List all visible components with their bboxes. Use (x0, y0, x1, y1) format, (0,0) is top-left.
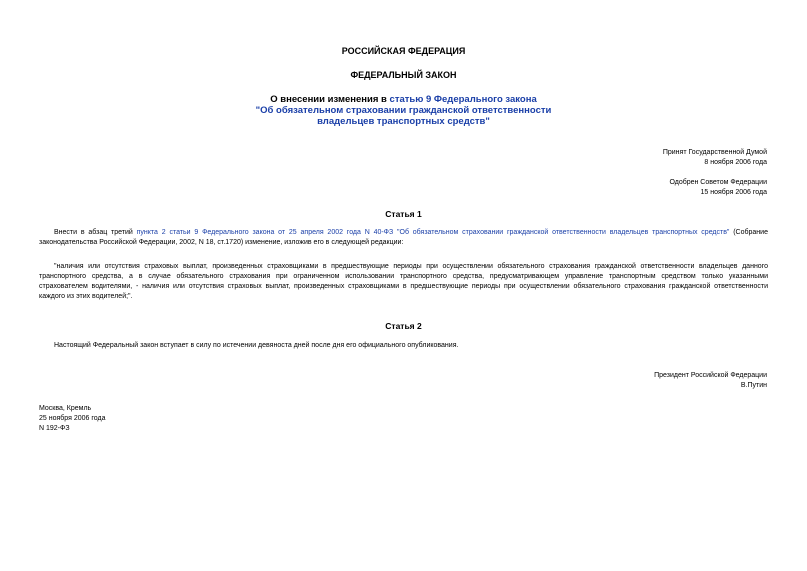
place-location: Москва, Кремль (39, 405, 92, 412)
quote-line-3: страхователем водителями, - наличия или отсутствия страховых выплат, произведенных страховщиками в предшествующие периоды при осуществлении обязательного страхования гражданской ответственности (39, 283, 768, 290)
signature-block (467, 371, 767, 391)
country-heading: РОССИЙСКАЯ ФЕДЕРАЦИЯ (341, 46, 466, 56)
duma-adoption (467, 148, 767, 168)
article-1-prefix: Внести в абзац третий (54, 229, 137, 236)
duma-date: 8 ноября 2006 года (704, 159, 767, 166)
law-number: N 192-ФЗ (39, 425, 70, 432)
law-title-line-3[interactable]: владельцев транспортных средств" (317, 116, 490, 127)
law-title-line-1 (0, 94, 807, 105)
law-title-line-2[interactable]: "Об обязательном страховании гражданской ответственности (255, 105, 552, 116)
place-date-block (39, 404, 239, 434)
article-1-line-1 (39, 228, 768, 238)
council-approval (467, 178, 767, 198)
council-date: 15 ноября 2006 года (700, 189, 767, 196)
quote-line-2: транспортного средства, а в случае обязательного страхования при ограниченном использовании транспортного средства, предусматривающем управление транспортным средством только указанными (39, 273, 768, 280)
article-1-line-2: законодательства Российской Федерации, 2002, N 18, ст.1720) изменение, изложив его в следующей редакции: (39, 239, 404, 246)
quote-line-4: каждого из этих водителей;". (39, 293, 133, 300)
quote-line-1: "наличия или отсутствия страховых выплат, произведенных страховщиками в предшествующие периоды при осуществлении обязательного страхования гражданской ответственности владельцев данного (54, 263, 768, 270)
article-1-heading: Статья 1 (385, 209, 422, 219)
article-2-heading: Статья 2 (385, 321, 422, 331)
article-1-quote (39, 262, 768, 302)
signature-name: В.Путин (740, 382, 767, 389)
law-title (0, 94, 807, 127)
article-9-link[interactable]: статью 9 Федерального закона (389, 94, 537, 105)
article-1-suffix: (Собрание (729, 229, 768, 236)
place-date: 25 ноября 2006 года (39, 415, 106, 422)
signature-position: Президент Российской Федерации (654, 372, 767, 379)
duma-label: Принят Государственной Думой (662, 149, 767, 156)
article-2-text: Настоящий Федеральный закон вступает в силу по истечении девяноста дней после дня его официального опубликования. (54, 342, 459, 349)
article-1-paragraph (39, 228, 768, 248)
law-title-prefix: О внесении изменения в (270, 94, 390, 105)
law-40-fz-link[interactable]: пункта 2 статьи 9 Федерального закона от 25 апреля 2002 года N 40-ФЗ "Об обязательном страховании гражданской ответственности владельцев транспортных средств" (136, 229, 730, 236)
doc-type-heading: ФЕДЕРАЛЬНЫЙ ЗАКОН (350, 70, 457, 80)
article-2-paragraph (39, 341, 768, 351)
council-label: Одобрен Советом Федерации (669, 179, 767, 186)
